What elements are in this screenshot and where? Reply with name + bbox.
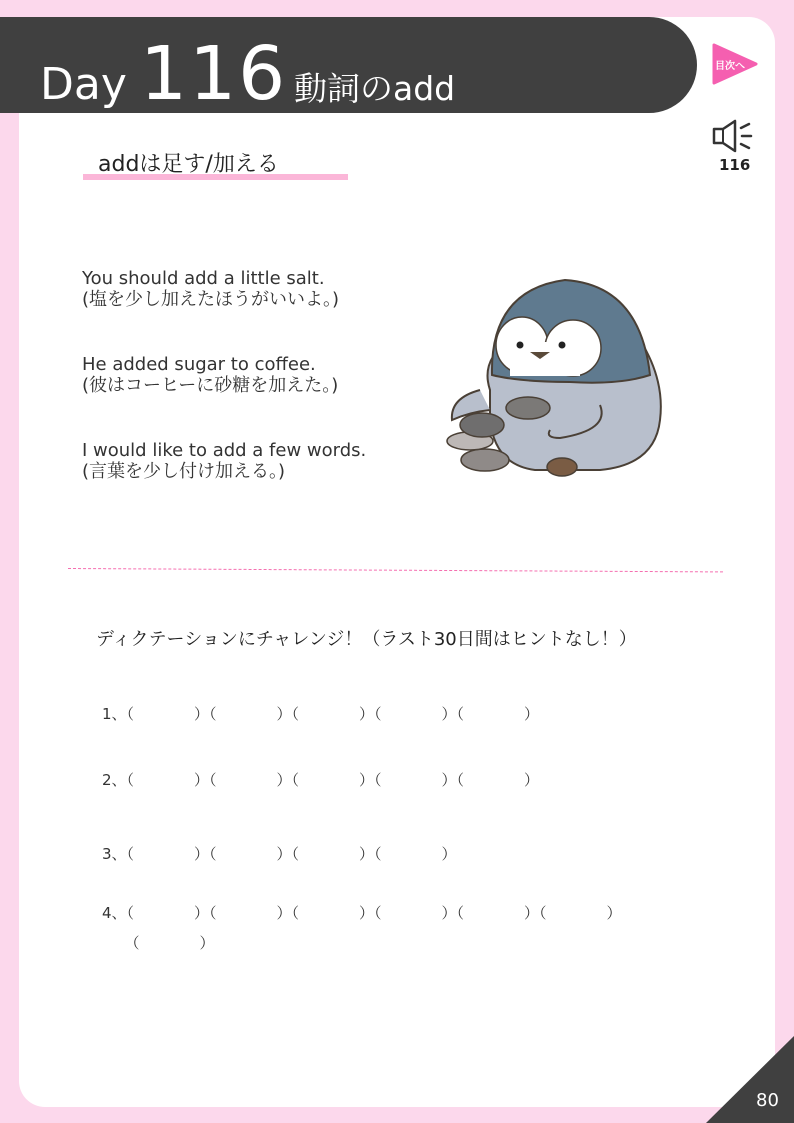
day-label: Day: [40, 59, 127, 110]
dictation-row: 2、（ ）（ ）（ ）（ ）（ ）: [102, 771, 540, 789]
dictation-row: 4、（ ）（ ）（ ）（ ）（ ）（ ）: [102, 904, 622, 922]
lesson-title: 動詞のadd: [294, 69, 456, 108]
section-title: addは足す/加える: [98, 152, 279, 177]
example-en: He added sugar to coffee.: [82, 354, 316, 375]
day-header: [0, 17, 697, 117]
example-ja: (彼はコーヒーに砂糖を加えた。): [82, 375, 339, 396]
day-number: 116: [140, 31, 288, 117]
example-en: I would like to add a few words.: [82, 440, 367, 461]
dictation-row: 3、（ ）（ ）（ ）（ ）: [102, 845, 457, 863]
example-en: You should add a little salt.: [82, 268, 325, 289]
penguin-illustration: [440, 270, 670, 485]
dictation-row: 1、（ ）（ ）（ ）（ ）（ ）: [102, 705, 540, 723]
dictation-instruction: ディクテーションにチャレンジ！（ラスト30日間はヒントなし！）: [96, 629, 637, 650]
audio-button[interactable]: [709, 118, 757, 174]
dictation-row: （ ）: [102, 934, 215, 952]
toc-button[interactable]: [712, 43, 758, 85]
example-1: [82, 268, 339, 310]
example-3: [82, 440, 366, 482]
page-number: 80: [756, 1090, 779, 1111]
toc-label: 目次へ: [715, 61, 745, 72]
speaker-icon: [709, 118, 757, 154]
example-ja: (塩を少し加えたほうがいいよ。): [82, 289, 340, 310]
audio-track-number: 116: [719, 156, 751, 174]
example-ja: (言葉を少し付け加える。): [82, 461, 286, 482]
page-corner: [706, 1036, 794, 1123]
example-2: [82, 354, 338, 396]
